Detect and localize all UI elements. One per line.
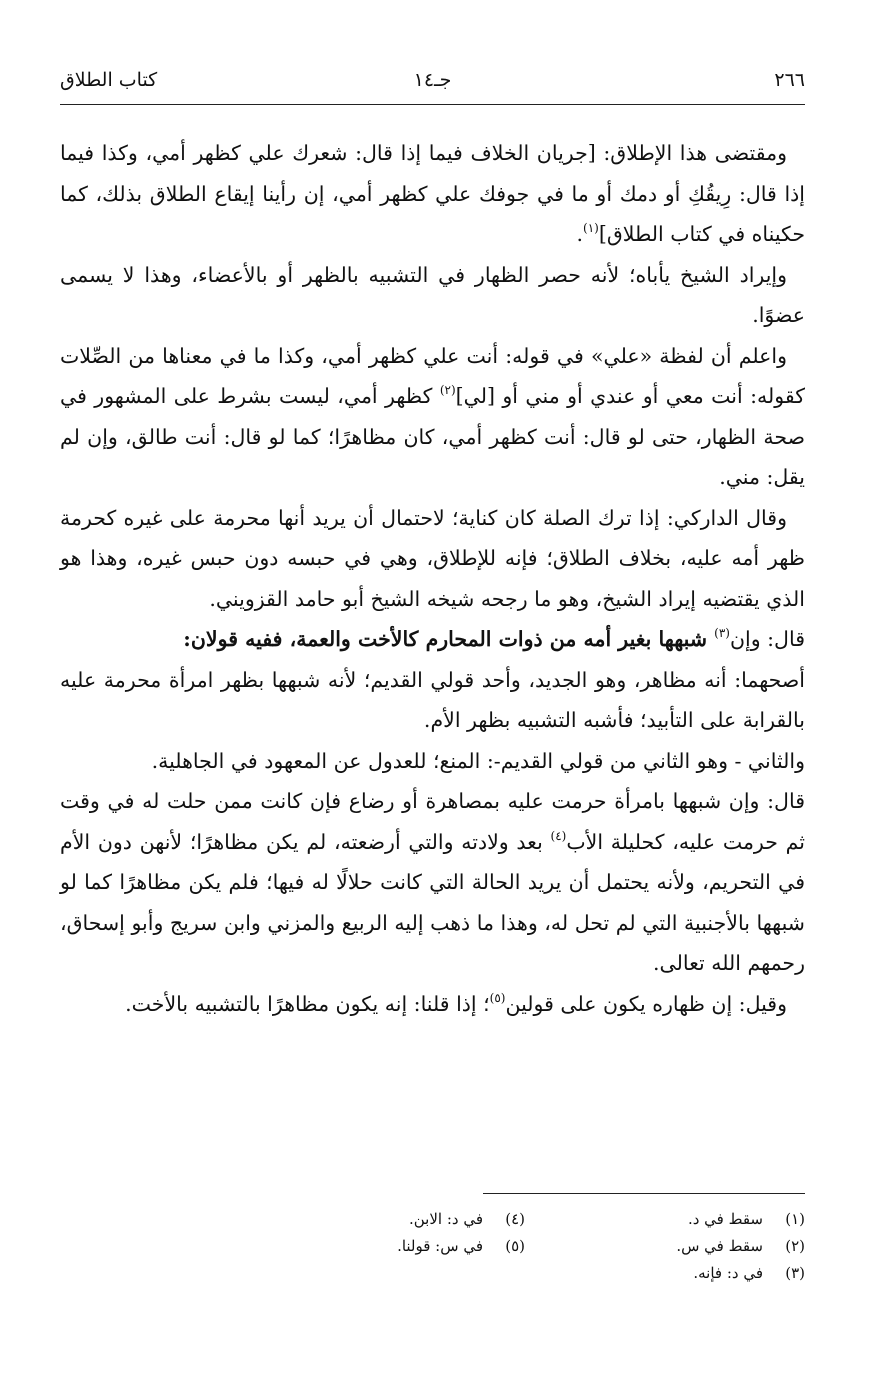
paragraph-7: والثاني - وهو الثاني من قولي القديم-: المنع؛ للعدول عن المعهود في الجاهلية.	[151, 748, 805, 773]
footnote-3: (٣) في د: فإنه.	[693, 1264, 805, 1282]
header-divider	[60, 104, 805, 105]
footnote-4: (٤) في د: الابن.	[408, 1210, 525, 1228]
paragraph-9: وقيل: إن ظهاره يكون على قولين$^{(٥)}$؛ إذا قلنا: إنه يكون مظاهرًا بالتشبيه بالأخت.	[125, 990, 787, 1016]
running-header	[60, 62, 805, 98]
page-number: ٢٦٦	[774, 69, 805, 91]
paragraph-1: ومقتضى هذا الإطلاق: [جريان الخلاف فيما إذا قال: شعرك علي كظهر أمي، وكذا فيما إذا قال: رِيقُكِ أو دمك أو ما في جوفك علي كظهر أمي، إن رأينا إيقاع الطلاق بذلك، كما حكيناه في كتاب الطلاق]$^{(١)}$.	[60, 141, 805, 246]
footnote-5: (٥) في س: قولنا.	[397, 1237, 525, 1255]
footnote-2: (٢) سقط في س.	[676, 1237, 805, 1255]
paragraph-4: وقال الداركي: إذا ترك الصلة كان كناية؛ لاحتمال أن يريد أنها محرمة على غيره كحرمة ظهر أمه عليه، بخلاف الطلاق؛ فإنه للإطلاق، وهي في حبسه دون حبس غيره، وهذا هو الذي يقتضيه إيراد الشيخ، وهو ما رجحه شيخه الشيخ أبو حامد القزويني.	[60, 505, 805, 611]
footnote-ref-5: (٥)	[489, 990, 506, 1005]
footnote-column-left	[285, 1206, 525, 1287]
footnote-ref-3: (٣)	[714, 626, 730, 640]
section-title: كتاب الطلاق	[60, 69, 158, 91]
footnote-ref-2: (٢)	[439, 383, 456, 397]
main-text	[60, 133, 805, 1024]
footnotes	[285, 1206, 805, 1287]
paragraph-2: وإيراد الشيخ يأباه؛ لأنه حصر الظهار في التشبيه بالظهر أو بالأعضاء، وهذا لا يسمى عضوًا.	[60, 262, 805, 327]
footnote-column-right	[565, 1206, 805, 1287]
paragraph-3: واعلم أن لفظة «علي» في قوله: أنت علي كظهر أمي، وكذا ما في معناها من الصِّلات كقوله: أنت معي أو عندي أو مني أو [لي]$^{(٢)}$ كظهر أمي، ليست بشرط على المشهور في صحة الظهار، حتى لو قال: أنت كظهر أمي، كان مظاهرًا؛ كما لو قال: أنت طالق، وإن لم يقل: مني.	[60, 343, 805, 489]
footnote-ref-1: (١)	[583, 221, 599, 235]
footnote-1: (١) سقط في د.	[687, 1210, 805, 1228]
footnote-ref-4: (٤)	[550, 828, 567, 843]
volume-label: جـ١٤	[413, 69, 452, 91]
paragraph-5: قال: وإن$^{(٣)}$ شبهها بغير أمه من ذوات المحارم كالأخت والعمة، ففيه قولان:	[183, 626, 805, 651]
paragraph-8: قال: وإن شبهها بامرأة حرمت عليه بمصاهرة أو رضاع فإن كانت ممن حلت له في وقت ثم حرمت عليه، كحليلة الأب$^{(٤)}$ بعد ولادته والتي أرضعته، لم يكن مظاهرًا؛ لأنهن دون الأم في التحريم، ولأنه يحتمل أن يريد الحالة التي كانت حلالًا له فيها؛ فلم يكن مظاهرًا كما لو شبهها بالأجنبية التي لم تحل له، وهذا ما ذهب إليه الربيع والمزني وابن سريج وأبو إسحاق، رحمهم الله تعالى.	[60, 789, 805, 975]
footnote-divider	[483, 1193, 805, 1194]
paragraph-6: أصحهما: أنه مظاهر، وهو الجديد، وأحد قولي القديم؛ لأنه شبهها بظهر امرأة محرمة عليه بالقرابة على التأبيد؛ فأشبه التشبيه بظهر الأم.	[60, 667, 805, 732]
